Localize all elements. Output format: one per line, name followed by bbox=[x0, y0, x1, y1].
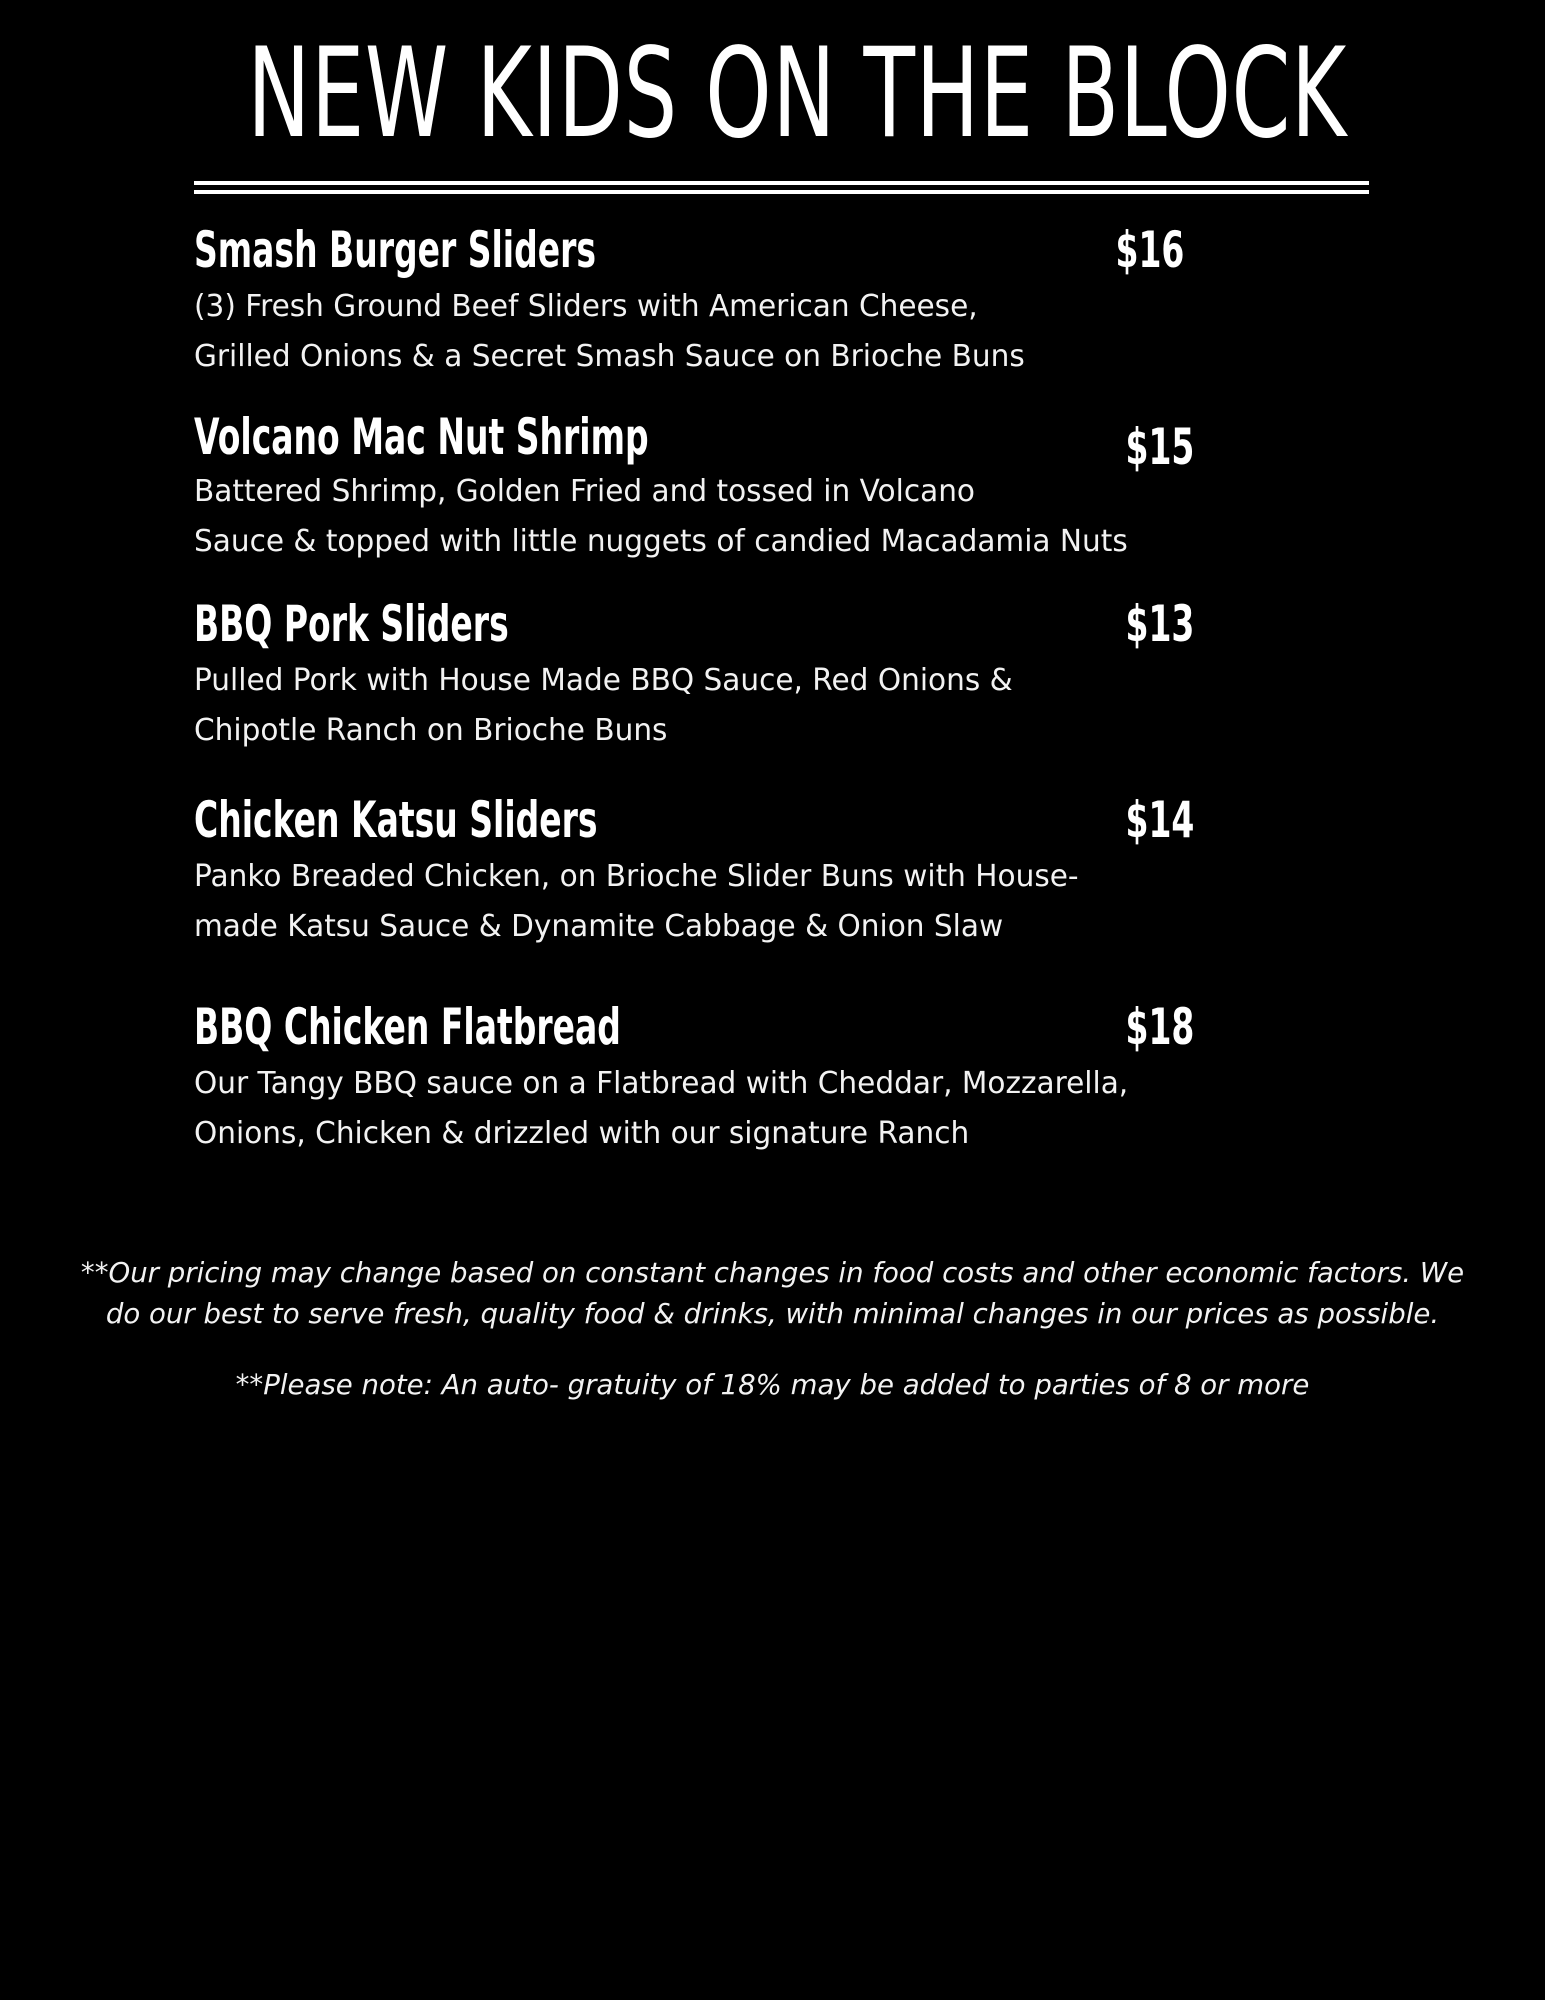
menu-item-price: $14 bbox=[1125, 791, 1194, 849]
pricing-disclaimer-line: do our best to serve fresh, quality food & drinks, with minimal changes in our prices as possible. bbox=[105, 1297, 1440, 1330]
menu-item-price: $15 bbox=[1125, 418, 1194, 476]
menu-item-price: $18 bbox=[1125, 998, 1194, 1056]
menu-item-description bbox=[194, 1059, 1199, 1159]
gratuity-note: **Please note: An auto- gratuity of 18% may be added to parties of 8 or more bbox=[235, 1368, 1310, 1401]
menu-item-description-line: Onions, Chicken & drizzled with our signature Ranch bbox=[194, 1116, 970, 1151]
menu-item-description bbox=[194, 656, 1199, 756]
menu-item-description-line: Pulled Pork with House Made BBQ Sauce, Red Onions & bbox=[194, 663, 1013, 698]
menu-item-description-line: made Katsu Sauce & Dynamite Cabbage & Onion Slaw bbox=[194, 909, 1004, 944]
menu-item-name: BBQ Pork Sliders bbox=[194, 595, 509, 653]
menu-item-name: Smash Burger Sliders bbox=[194, 221, 597, 279]
menu-item-description-line: Chipotle Ranch on Brioche Buns bbox=[194, 713, 668, 748]
menu-item-description-line: Battered Shrimp, Golden Fried and tossed in Volcano bbox=[194, 474, 975, 509]
pricing-disclaimer-line: **Our pricing may change based on constant changes in food costs and other economic factors. We bbox=[80, 1256, 1465, 1289]
menu-item-description-line: Panko Breaded Chicken, on Brioche Slider Buns with House- bbox=[194, 859, 1079, 894]
title-divider-top bbox=[194, 181, 1369, 185]
menu-item-description-line: Grilled Onions & a Secret Smash Sauce on Brioche Buns bbox=[194, 339, 1025, 374]
menu-item-description bbox=[194, 282, 1199, 382]
menu-item-price: $16 bbox=[1115, 221, 1184, 279]
menu-item-price: $13 bbox=[1125, 595, 1194, 653]
menu-item-name: BBQ Chicken Flatbread bbox=[194, 998, 621, 1056]
menu-title: NEW KIDS ON THE BLOCK bbox=[247, 22, 1348, 166]
menu-item-description-line: Our Tangy BBQ sauce on a Flatbread with Cheddar, Mozzarella, bbox=[194, 1066, 1129, 1101]
menu-item-name: Chicken Katsu Sliders bbox=[194, 791, 598, 849]
menu-item-description-line: Sauce & topped with little nuggets of candied Macadamia Nuts bbox=[194, 524, 1128, 559]
menu-item-description-line: (3) Fresh Ground Beef Sliders with American Cheese, bbox=[194, 289, 978, 324]
menu-item-description bbox=[194, 467, 1199, 567]
menu-item-name: Volcano Mac Nut Shrimp bbox=[194, 408, 649, 466]
menu-item-description bbox=[194, 852, 1199, 952]
title-divider-bottom bbox=[194, 190, 1369, 194]
pricing-disclaimer bbox=[12, 1252, 1534, 1334]
